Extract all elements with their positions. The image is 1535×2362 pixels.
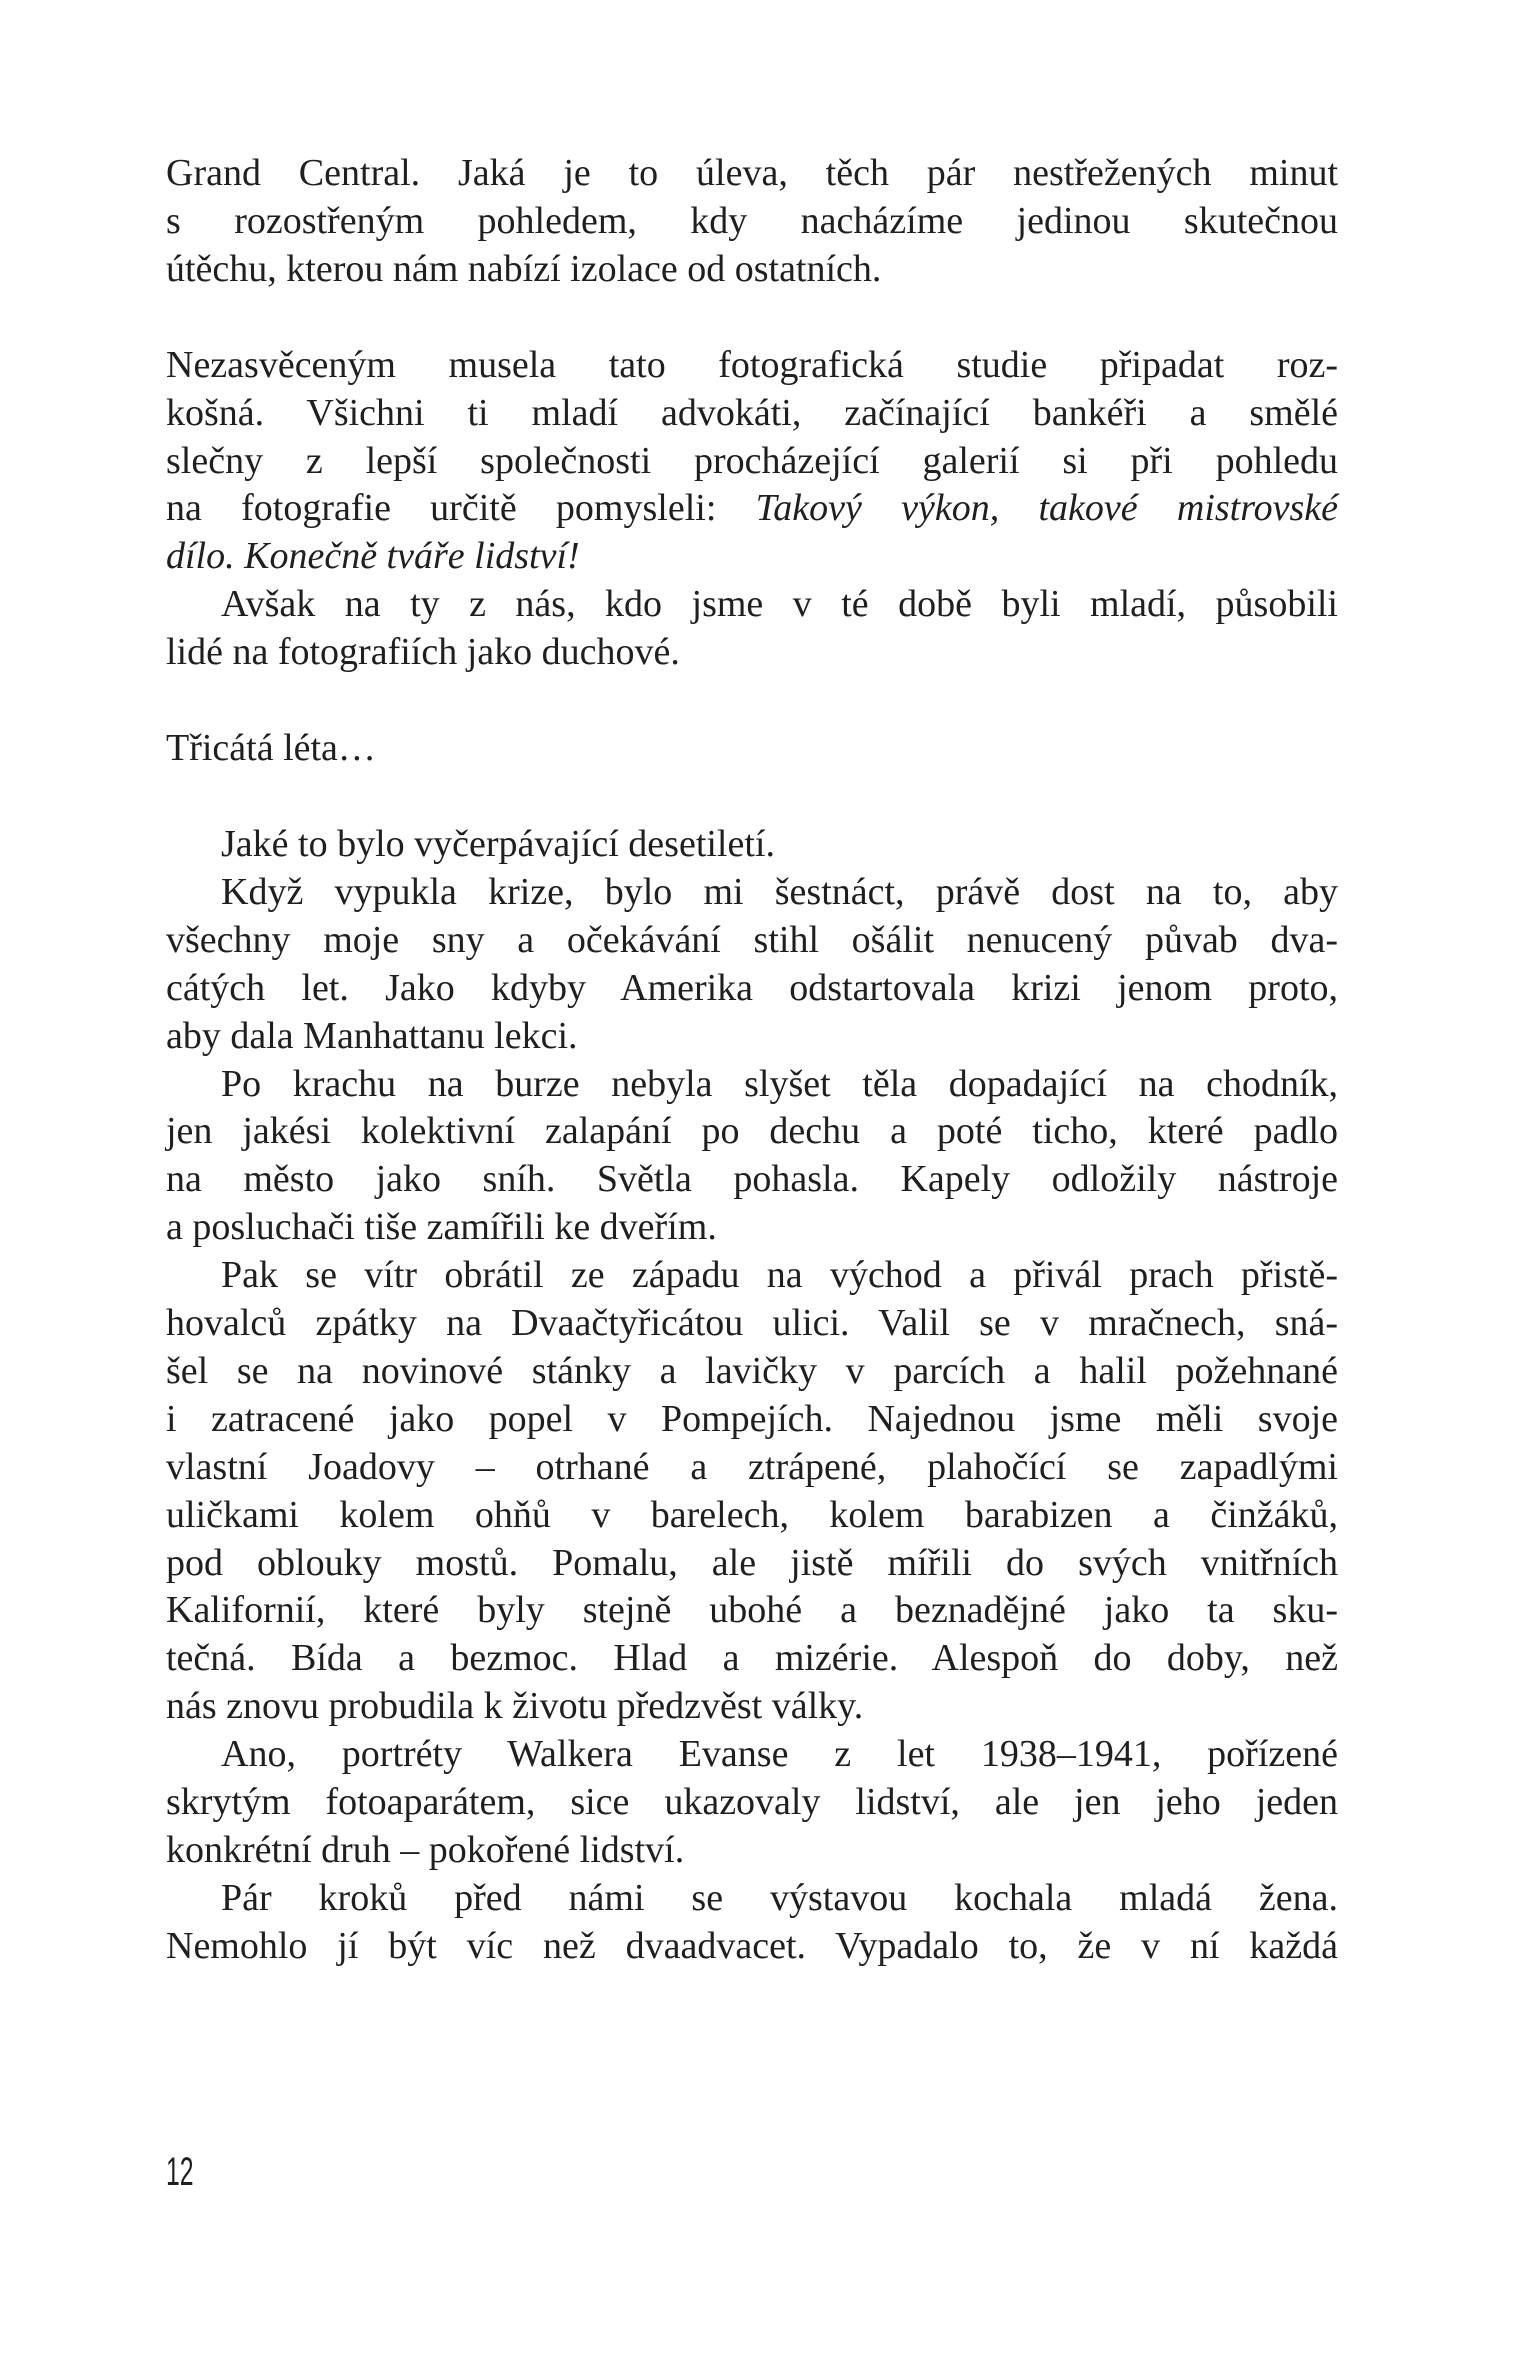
line-text: Pak se vítr obrátil ze západu na východ a přivál prach přistě- (221, 1254, 1338, 1297)
text-line (166, 1156, 1338, 1204)
text-line (166, 1444, 1338, 1492)
line-text: všechny moje sny a očekávání stihl ošálit nenucený půvab dva- (166, 918, 1338, 961)
text-line (166, 1827, 1338, 1875)
page-number: 12 (166, 2150, 194, 2194)
text-line (166, 1875, 1338, 1923)
text-line (166, 150, 1338, 198)
line-text: Pár kroků před námi se výstavou kochala mladá žena. (221, 1876, 1338, 1919)
line-text: Nezasvěceným musela tato fotografická studie připadat roz- (166, 343, 1338, 386)
line-text: útěchu, kterou nám nabízí izolace od ostatních. (166, 247, 882, 290)
text-line (166, 1540, 1338, 1588)
text-line (166, 1635, 1338, 1683)
line-text: Třicátá léta… (166, 727, 376, 770)
text-line (166, 1923, 1338, 1971)
text-line (166, 1204, 1338, 1252)
text-line (166, 1731, 1338, 1779)
line-text: na fotografie určitě pomysleli: (166, 487, 756, 530)
paragraph (166, 869, 1338, 1061)
line-text: uličkami kolem ohňů v barelech, kolem barabizen a činžáků, (166, 1493, 1338, 1536)
line-text: Avšak na ty z nás, kdo jsme v té době byli mladí, působili (221, 583, 1338, 626)
text-line (166, 1108, 1338, 1156)
text-line (166, 917, 1338, 965)
line-text: aby dala Manhattanu lekci. (166, 1014, 578, 1057)
paragraph-gap (166, 294, 1338, 342)
text-line (166, 1300, 1338, 1348)
text-line (166, 629, 1338, 677)
text-line (166, 1348, 1338, 1396)
text-line (166, 533, 1338, 581)
text-line (166, 581, 1338, 629)
text-line (166, 198, 1338, 246)
paragraph (166, 1252, 1338, 1731)
line-text: pod oblouky mostů. Pomalu, ale jistě mířili do svých vnitřních (166, 1541, 1338, 1584)
line-text: Nemohlo jí být víc než dvaadvacet. Vypadalo to, že v ní každá (166, 1924, 1338, 1967)
paragraph (166, 725, 1338, 821)
text-line (166, 1683, 1338, 1731)
paragraph (166, 1875, 1338, 1971)
line-text: na město jako sníh. Světla pohasla. Kapely odložily nástroje (166, 1158, 1338, 1201)
line-text: vlastní Joadovy – otrhané a ztrápené, plahočící se zapadlými (166, 1445, 1338, 1488)
line-text: a posluchači tiše zamířili ke dveřím. (166, 1206, 717, 1249)
text-line (166, 438, 1338, 486)
italic-quote: Takový výkon, takové mistrovské (755, 487, 1339, 530)
line-text: tečná. Bída a bezmoc. Hlad a mizérie. Alespoň do doby, než (166, 1637, 1338, 1680)
text-line (166, 1396, 1338, 1444)
line-text: konkrétní druh – pokořené lidství. (166, 1829, 685, 1871)
line-text: cátých let. Jako kdyby Amerika odstartovala krizi jenom proto, (166, 966, 1338, 1009)
line-text: lidé na fotografiích jako duchové. (166, 631, 680, 674)
paragraph (166, 1061, 1338, 1253)
italic-quote: dílo. Konečně tváře lidství! (166, 535, 580, 578)
line-text: skrytým fotoaparátem, sice ukazovaly lidství, ale jen jeho jeden (166, 1781, 1338, 1824)
text-line (166, 725, 1338, 773)
line-text: slečny z lepší společnosti procházející galerií si při pohledu (166, 439, 1338, 482)
line-text: hovalců zpátky na Dvaačtyřicátou ulici. Valil se v mračnech, sná- (166, 1302, 1338, 1345)
text-line (166, 390, 1338, 438)
line-text: Kalifornií, které byly stejně ubohé a beznadějné jako ta sku- (166, 1589, 1338, 1632)
text-line (166, 1252, 1338, 1300)
text-line (166, 246, 1338, 294)
text-line (166, 965, 1338, 1013)
paragraph (166, 342, 1338, 582)
line-text: Po krachu na burze nebyla slyšet těla dopadající na chodník, (221, 1062, 1338, 1105)
line-text: i zatracené jako popel v Pompejích. Najednou jsme měli svoje (166, 1397, 1338, 1440)
paragraph-gap (166, 677, 1338, 725)
paragraph (166, 581, 1338, 725)
line-text: Když vypukla krize, bylo mi šestnáct, právě dost na to, aby (221, 870, 1338, 913)
line-text: šel se na novinové stánky a lavičky v parcích a halil požehnané (166, 1349, 1338, 1392)
paragraph (166, 821, 1338, 869)
text-line (166, 1061, 1338, 1109)
book-page-text (166, 150, 1338, 1971)
text-line (166, 869, 1338, 917)
line-text: Jaké to bylo vyčerpávající desetiletí. (221, 822, 775, 865)
line-text: jen jakési kolektivní zalapání po dechu a poté ticho, které padlo (166, 1110, 1338, 1153)
paragraph (166, 150, 1338, 342)
line-text: Ano, portréty Walkera Evanse z let 1938–1941, pořízené (221, 1733, 1338, 1776)
text-line (166, 1779, 1338, 1827)
text-line (166, 821, 1338, 869)
line-text: nás znovu probudila k životu předzvěst války. (166, 1685, 864, 1728)
text-line (166, 1587, 1338, 1635)
text-line (166, 485, 1338, 533)
text-line (166, 1013, 1338, 1061)
text-line (166, 342, 1338, 390)
line-text: košná. Všichni ti mladí advokáti, začínající bankéři a smělé (166, 391, 1338, 434)
paragraph-gap (166, 773, 1338, 821)
text-line (166, 1492, 1338, 1540)
line-text: s rozostřeným pohledem, kdy nacházíme jedinou skutečnou (166, 199, 1338, 242)
paragraph (166, 1731, 1338, 1875)
line-text: Grand Central. Jaká je to úleva, těch pár nestřežených minut (166, 152, 1338, 194)
